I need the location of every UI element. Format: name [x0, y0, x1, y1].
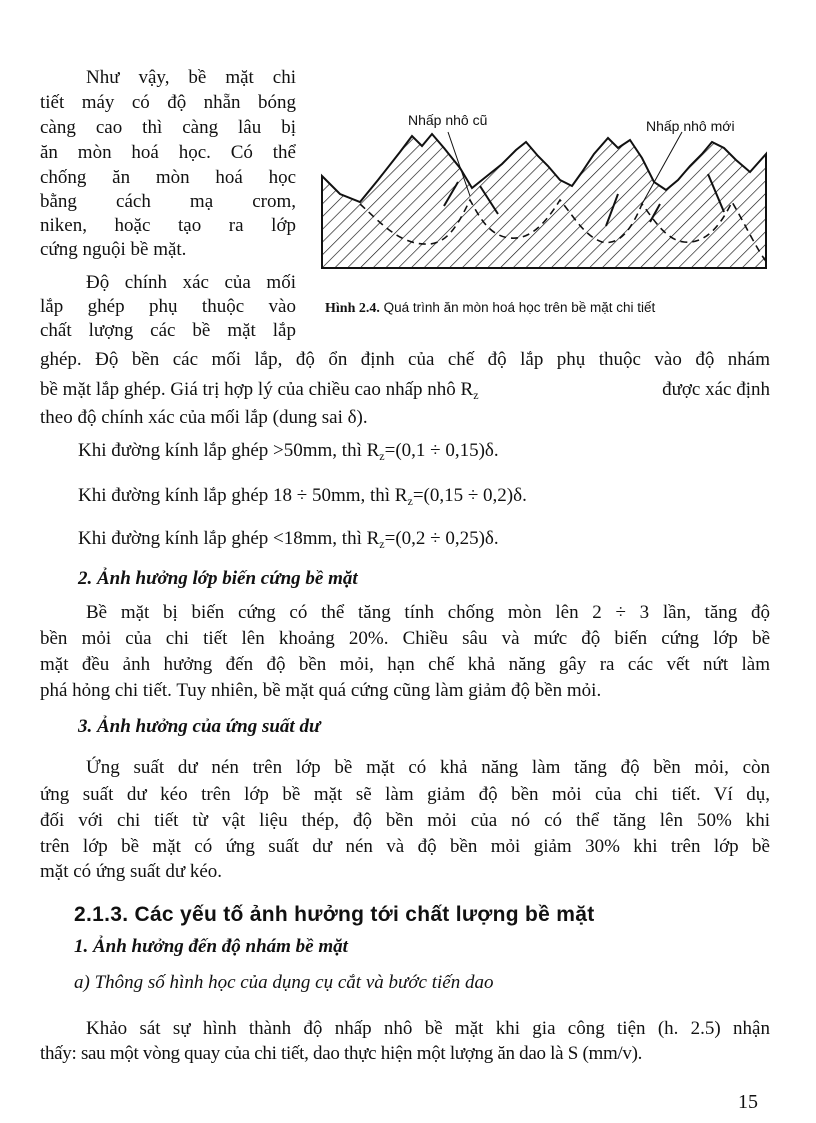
intro-line: chống ăn mòn hoá học: [40, 167, 296, 188]
figure-caption-text: Quá trình ăn mòn hoá học trên bề mặt chi tiết: [383, 300, 656, 315]
formula-text: Khi đường kính lắp ghép <18mm, thì R: [78, 528, 380, 549]
precision-line: Độ chính xác của mối: [86, 272, 296, 293]
formula-value: =(0,1 ÷ 0,15)δ.: [384, 440, 499, 461]
formula-value: =(0,2 ÷ 0,25)δ.: [384, 528, 499, 549]
intro-line: càng cao thì càng lâu bị: [40, 117, 296, 138]
section-line: Khảo sát sự hình thành độ nhấp nhô bề mặt khi gia công tiện (h. 2.5) nhận: [86, 1018, 770, 1039]
intro-line: bằng cách mạ crom,: [40, 191, 296, 212]
label-old-profile: Nhấp nhô cũ: [408, 112, 488, 128]
section-heading: 2.1.3. Các yếu tố ảnh hưởng tới chất lượng bề mặt: [74, 903, 595, 926]
precision-line: theo độ chính xác của mối lắp (dung sai δ).: [40, 407, 368, 428]
formula-line: [78, 528, 499, 552]
hardening-line: bền mỏi của chi tiết lên khoảng 20%. Chiều sâu và mức độ biến cứng lớp bề: [40, 628, 770, 649]
intro-line: ăn mòn hoá học. Có thể: [40, 142, 296, 163]
formula-sub: z: [407, 494, 413, 508]
intro-line: niken, hoặc tạo ra lớp: [40, 215, 296, 236]
precision-line: lắp ghép phụ thuộc vào: [40, 296, 296, 317]
formula-value: =(0,15 ÷ 0,2)δ.: [412, 485, 527, 506]
hatched-material: [322, 134, 766, 268]
figure-caption: [325, 300, 655, 317]
page-number: 15: [738, 1091, 758, 1113]
hardening-line: Bề mặt bị biến cứng có thể tăng tính chống mòn lên 2 ÷ 3 lần, tăng độ: [86, 602, 770, 623]
heading-residual-stress: 3. Ảnh hưởng của ứng suất dư: [78, 716, 321, 737]
precision-line-rz: [40, 378, 770, 408]
intro-line: cứng nguội bề mặt.: [40, 239, 187, 260]
precision-line-rz-tail: được xác định: [662, 379, 770, 400]
formula-text: Khi đường kính lắp ghép >50mm, thì R: [78, 440, 380, 461]
precision-line: ghép. Độ bền các mối lắp, độ ổn định của chế độ lắp phụ thuộc vào độ nhám: [40, 349, 770, 370]
residual-line: mặt có ứng suất dư kéo.: [40, 861, 223, 882]
precision-line-rz-text: bề mặt lắp ghép. Giá trị hợp lý của chiều cao nhấp nhô R: [40, 379, 474, 400]
subheading-roughness: 1. Ảnh hưởng đến độ nhám bề mặt: [74, 936, 348, 957]
formula-sub: z: [379, 537, 385, 551]
subheading-tool-geometry: a) Thông số hình học của dụng cụ cắt và bước tiến dao: [74, 972, 494, 993]
section-line: thấy: sau một vòng quay của chi tiết, dao thực hiện một lượng ăn dao là S (mm/v).: [40, 1043, 643, 1064]
heading-hardening: 2. Ảnh hưởng lớp biến cứng bề mặt: [78, 568, 358, 589]
formula-sub: z: [379, 449, 385, 463]
intro-line: tiết máy có độ nhẵn bóng: [40, 92, 296, 113]
residual-line: đối với chi tiết từ vật liệu thép, độ bền mỏi của nó có thể tăng lên 50% khi: [40, 810, 770, 831]
intro-line: Như vậy, bề mặt chi: [86, 67, 296, 88]
formula-line: [78, 440, 499, 464]
hardening-line: phá hỏng chi tiết. Tuy nhiên, bề mặt quá cứng cũng làm giảm độ bền mỏi.: [40, 680, 602, 701]
subscript-z: z: [473, 388, 479, 402]
figure-corrosion-diagram: [320, 104, 770, 288]
residual-line: Ứng suất dư nén trên lớp bề mặt có khả năng làm tăng độ bền mỏi, còn: [86, 757, 770, 778]
label-new-profile: Nhấp nhô mới: [646, 118, 735, 134]
precision-line: chất lượng các bề mặt lắp: [40, 320, 296, 341]
formula-line: [78, 485, 527, 509]
figure-caption-label: Hình 2.4.: [325, 301, 380, 316]
residual-line: trên lớp bề mặt có ứng suất dư nén và độ bền mỏi giảm 30% khi trên lớp bề: [40, 836, 770, 857]
hardening-line: mặt đều ảnh hưởng đến độ bền mỏi, hạn chế khả năng gây ra các vết nứt làm: [40, 654, 770, 675]
residual-line: ứng suất dư kéo trên lớp bề mặt sẽ làm giảm độ bền mỏi của chi tiết. Ví dụ,: [40, 784, 770, 805]
formula-text: Khi đường kính lắp ghép 18 ÷ 50mm, thì R: [78, 485, 408, 506]
